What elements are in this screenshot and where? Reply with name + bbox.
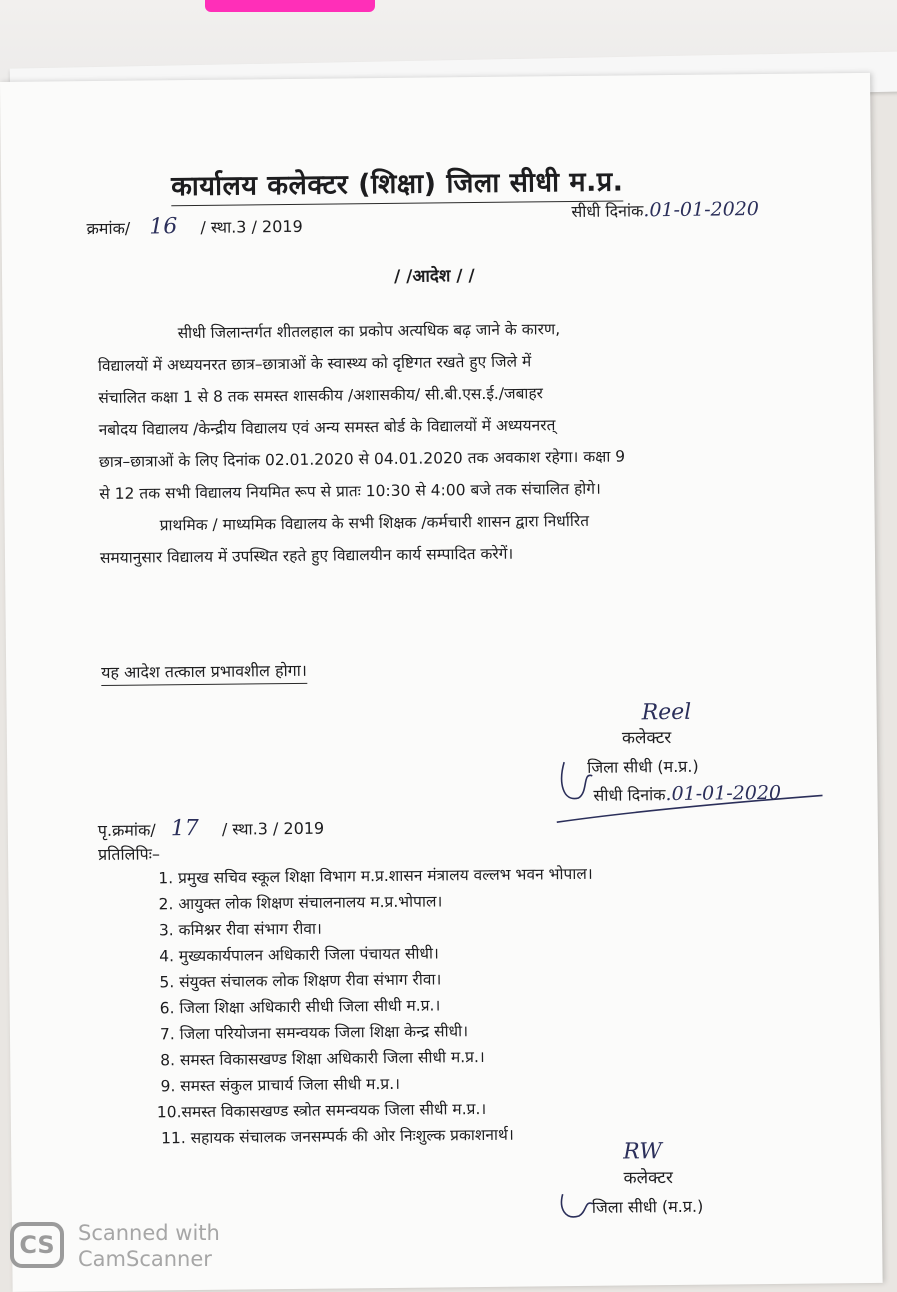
body-line: विद्यालयों में अध्ययनरत छात्र–छात्राओं के स्वास्थ्य को दृष्टिगत रखते हुए जिले में xyxy=(97,352,532,375)
body-line: प्राथमिक / माध्यमिक विद्यालय के सभी शिक्षक /कर्मचारी शासन द्वारा निर्धारित xyxy=(159,511,590,535)
district-line-2: जिला सीधी (म.प्र.) xyxy=(591,1196,704,1217)
order-date: .01-01-2020 xyxy=(643,198,760,222)
copy-item: 2. आयुक्त लोक शिक्षण संचालनालय म.प्र.भोपाल। xyxy=(158,892,443,914)
endorsement-number-line xyxy=(98,815,325,842)
watermark-line-1: Scanned with xyxy=(78,1221,220,1245)
office-title: कार्यालय कलेक्टर (शिक्षा) जिला सीधी म.प्र. xyxy=(171,161,624,206)
copy-item: 4. मुख्यकार्यपालन अधिकारी जिला पंचायत सीधी। xyxy=(159,944,439,966)
body-line: छात्र–छात्राओं के लिए दिनांक 02.01.2020 से 04.01.2020 तक अवकाश रहेगा। कक्षा 9 xyxy=(98,447,626,471)
order-number: 16 xyxy=(149,214,178,240)
designation: कलेक्टर xyxy=(621,728,672,749)
designation-2: कलेक्टर xyxy=(623,1168,673,1189)
collector-signature-2: RW xyxy=(623,1139,663,1165)
order-number-prefix: क्रमांक/ xyxy=(86,218,131,239)
document-page xyxy=(0,73,883,1292)
signature-stroke-2 xyxy=(557,1185,637,1226)
signature-stroke xyxy=(552,749,853,832)
pink-object xyxy=(205,0,375,12)
camscanner-logo-icon: CS xyxy=(10,1222,64,1268)
endorsement-prefix: पृ.क्रमांक/ xyxy=(97,820,156,841)
copy-item: 5. संयुक्त संचालक लोक शिक्षण रीवा संभाग रीवा। xyxy=(159,970,442,992)
district-line: जिला सीधी (म.प्र.) xyxy=(587,756,699,777)
copy-label: प्रतिलिपिः– xyxy=(97,844,161,865)
endorsement-number: 17 xyxy=(170,815,199,842)
body-line: संचालित कक्षा 1 से 8 तक समस्त शासकीय /अशासकीय/ सी.बी.एस.ई./जबाहर xyxy=(98,384,544,407)
effective-statement: यह आदेश तत्काल प्रभावशील होगा। xyxy=(101,659,307,686)
date-label: सीधी दिनांक xyxy=(593,785,666,805)
copy-item: 10.समस्त विकासखण्ड स्त्रोत समन्वयक जिला सीधी म.प्र.। xyxy=(156,1099,487,1122)
copy-item: 11. सहायक संचालक जनसम्पर्क की ओर निःशुल्क प्रकाशनार्थ। xyxy=(160,1125,514,1148)
order-body xyxy=(97,309,825,573)
body-line: समयानुसार विद्यालय में उपस्थित रहते हुए विद्यालयीन कार्य सम्पादित करेगें। xyxy=(99,544,514,567)
order-reference: / स्था.3 / 2019 xyxy=(200,216,303,237)
copy-item: 6. जिला शिक्षा अधिकारी सीधी जिला सीधी म.प्र.। xyxy=(159,996,441,1018)
body-line: से 12 तक सभी विद्यालय नियमित रूप से प्रातः 10:30 से 4:00 बजे तक संचालित होगे। xyxy=(99,479,601,503)
copy-item: 9. समस्त संकुल प्राचार्य जिला सीधी म.प्र.। xyxy=(160,1074,401,1096)
copy-item: 3. कमिश्नर रीवा संभाग रीवा। xyxy=(158,919,322,940)
signature-date: .01-01-2020 xyxy=(665,781,782,806)
copy-item: 8. समस्त विकासखण्ड शिक्षा अधिकारी जिला सीधी म.प्र.। xyxy=(160,1047,485,1070)
order-date-line xyxy=(571,198,759,222)
date-label: सीधी दिनांक xyxy=(571,201,644,222)
order-heading: / /आदेश / / xyxy=(393,266,475,287)
body-line: सीधी जिलान्तर्गत शीतलहाल का प्रकोप अत्यधिक बढ़ जाने के कारण, xyxy=(177,320,561,343)
body-line: नबोदय विद्यालय /केन्द्रीय विद्यालय एवं अन्य समस्त बोर्ड के विद्यालयों में अध्ययनरत् xyxy=(98,416,556,439)
copy-item: 7. जिला परियोजना समन्वयक जिला शिक्षा केन्द्र सीधी। xyxy=(159,1022,469,1044)
endorsement-reference: / स्था.3 / 2019 xyxy=(221,818,325,839)
camscanner-watermark xyxy=(78,1220,220,1272)
collector-signature: Reel xyxy=(641,699,692,726)
watermark-line-2: CamScanner xyxy=(78,1247,212,1271)
order-number-line xyxy=(86,213,302,240)
copy-item: 1. प्रमुख सचिव स्कूल शिक्षा विभाग म.प्र.शासन मंत्रालय वल्लभ भवन भोपाल। xyxy=(158,864,593,888)
